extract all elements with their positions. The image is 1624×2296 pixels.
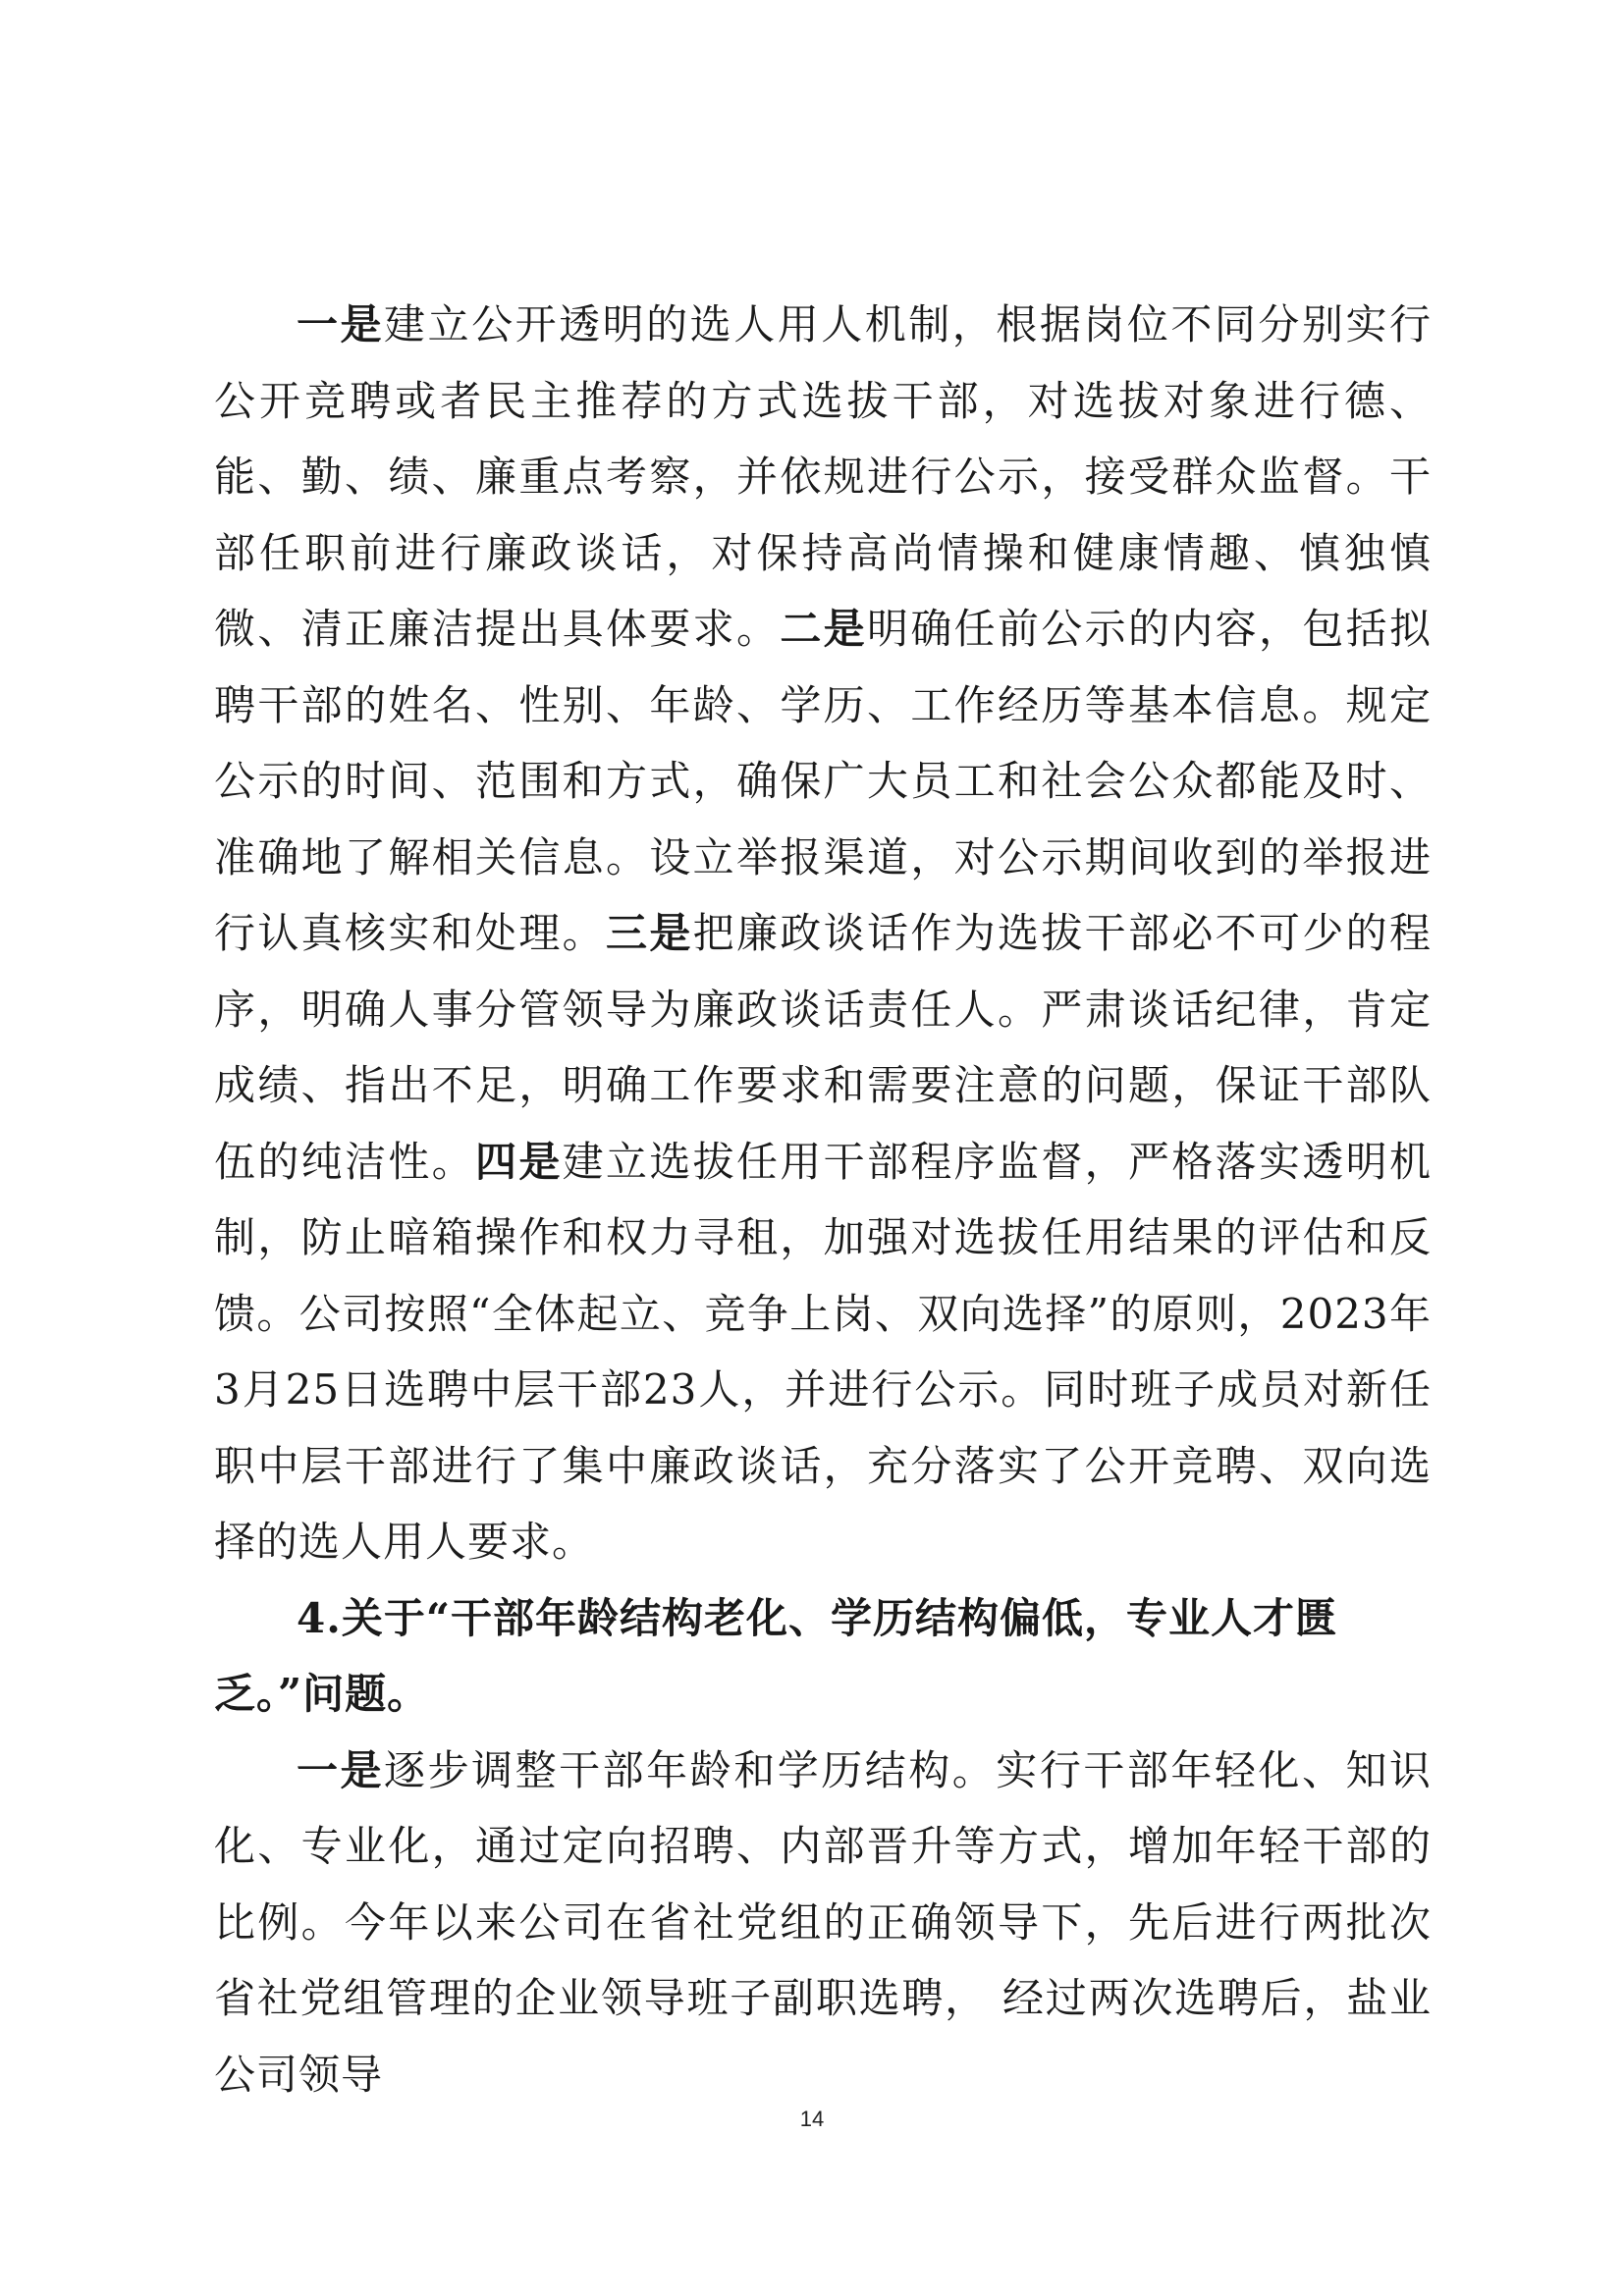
lead-phrase-fourth: 四是 (475, 1137, 563, 1186)
paragraph-text: 逐步调整干部年龄和学历结构。实行干部年轻化、知识化、专业化，通过定向招聘、内部晋升等方式，增加年轻干部的比例。今年以来公司在省社党组的正确领导下，先后进行两批次省社党组管理的企业领导班子副职选聘， 经过两次选聘后，盐业公司领导 (214, 1745, 1432, 2099)
paragraph-text: 建立选拔任用干部程序监督，严格落实透明机制，防止暗箱操作和权力寻租，加强对选拔任用结果的评估和反馈。公司按照“全体起立、竞争上岗、双向选择”的原则，2023年3月25日选聘中层干部23人，并进行公示。同时班子成员对新任职中层干部进行了集中廉政谈话，充分落实了公开竞聘、双向选择的选人用人要求。 (214, 1137, 1432, 1566)
paragraph-text: 建立公开透明的选人用人机制，根据岗位不同分别实行公开竞聘或者民主推荐的方式选拔干部，对选拔对象进行德、能、勤、绩、廉重点考察，并依规进行公示，接受群众监督。干部任职前进行廉政谈话，对保持高尚情操和健康情趣、慎独慎微、清正廉洁提出具体要求。 (214, 300, 1432, 653)
lead-phrase-third: 三是 (606, 909, 693, 957)
paragraph-text: 明确任前公示的内容，包括拟聘干部的姓名、性别、年龄、学历、工作经历等基本信息。规定公示的时间、范围和方式，确保广大员工和社会公众都能及时、准确地了解相关信息。设立举报渠道，对公示期间收到的举报进行认真核实和处理。 (214, 605, 1432, 957)
body-paragraph-age-structure (214, 1733, 1432, 2113)
lead-phrase-first: 一是 (297, 1745, 385, 1794)
lead-phrase-first: 一是 (297, 300, 385, 348)
page-body (214, 287, 1432, 2112)
section-heading-4: 4.关于“干部年龄结构老化、学历结构偏低，专业人才匮乏。”问题。 (214, 1593, 1338, 1718)
page-number: 14 (799, 2107, 825, 2131)
paragraph-text: 把廉政谈话作为选拔干部必不可少的程序，明确人事分管领导为廉政谈话责任人。严肃谈话纪律，肯定成绩、指出不足，明确工作要求和需要注意的问题，保证干部队伍的纯洁性。 (214, 909, 1432, 1186)
lead-phrase-second: 二是 (780, 605, 867, 653)
body-paragraph-selection-mechanism (214, 287, 1432, 1580)
